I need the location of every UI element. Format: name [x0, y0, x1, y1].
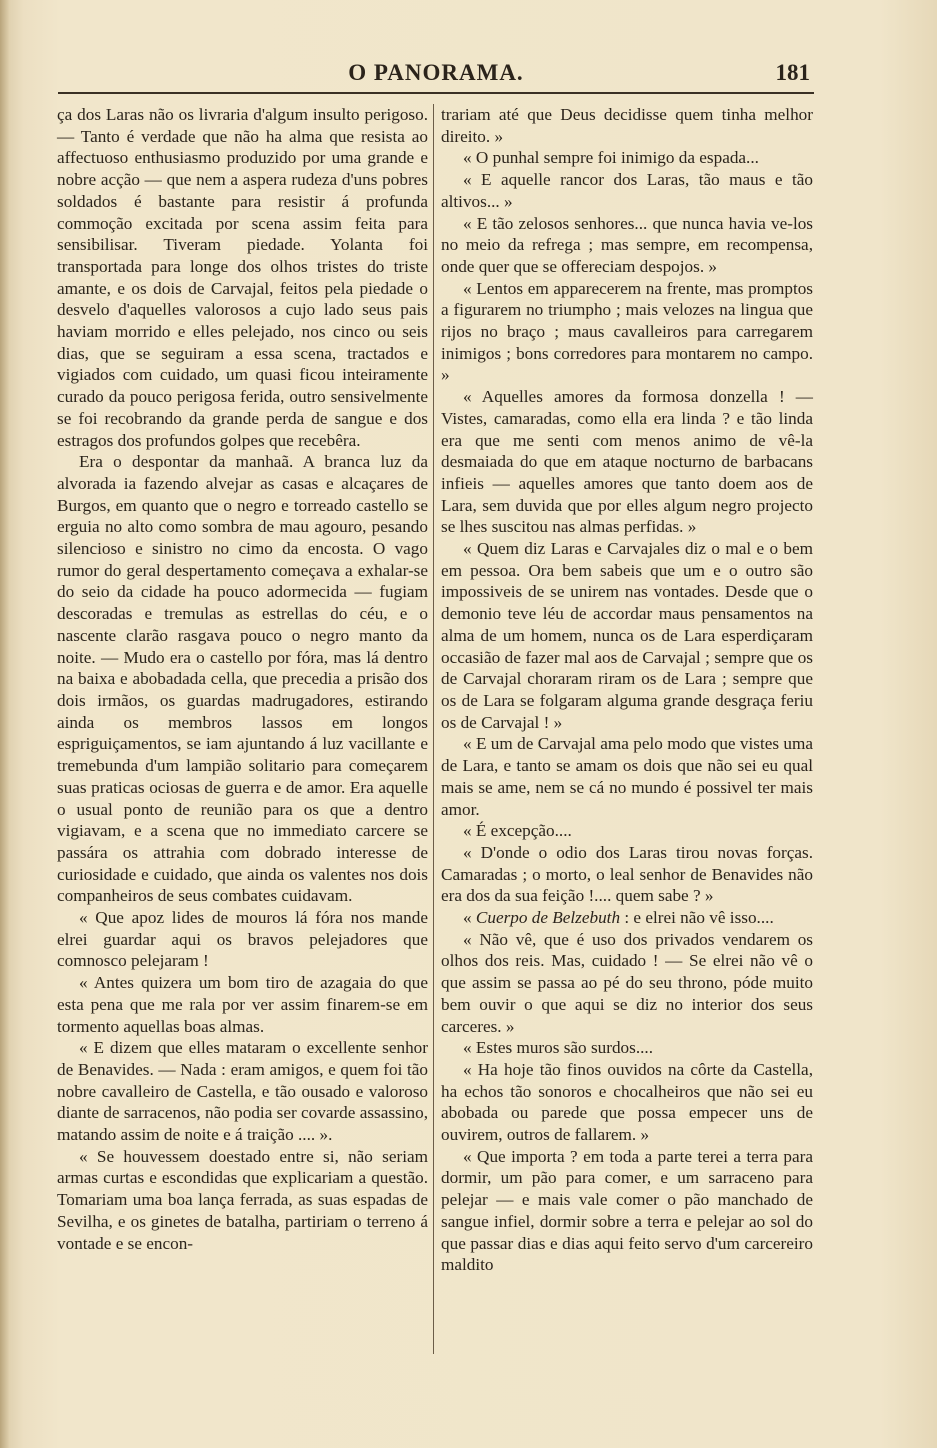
paragraph: « E aquelle rancor dos Laras, tão maus e tão altivos... »	[441, 170, 813, 211]
paragraph: « Não vê, que é uso dos privados vendarem os olhos dos reis. Mas, cuidado ! — Se elrei não vê o que assim se passa ao pé do seu throno, póde muito bem ouvir o que aqui se diz no interior dos seus carceres. »	[441, 929, 813, 1036]
column-divider	[433, 104, 434, 1354]
paragraph-rest: : e elrei não vê isso....	[620, 908, 774, 928]
paragraph: Era o despontar da manhaã. A branca luz da alvorada ia fazendo alvejar as casas e alcaçares de Burgos, em quanto que o negro e torreado castello se erguia no alto como sombra de mau agouro, pesando silencioso e sinistro no cimo da encosta. O vago rumor do geral despertamento começava a exhalar-se do seio da cidade ha pouco adormecida — fugiam descoradas e tremulas as estrellas do céu, e o nascente clarão rasgava pouco o negro manto da noite. — Mudo era o castello por fóra, mas lá dentro na baixa e abobadada cella, que precedia a prisão dos dois irmãos, os guardas madrugadores, estirando ainda os membros lassos em longos espriguiçamentos, se iam ajuntando á luz vacillante e tremebunda d'um lampião solitario para começarem suas praticas ociosas de guerra e de amor. Era aquelle o usual ponto de reunião para os que a dentro vigiavam, e a scena que no immediato carcere se passára os attrahia com dobrado interesse de curiosidade e cuidado, que ainda os valentes nos dois companheiros de seus combates cuidavam.	[57, 452, 428, 906]
paragraph: « Que apoz lides de mouros lá fóra nos mande elrei guardar aqui os bravos pelejadores que comnosco pelejaram !	[57, 908, 428, 971]
paragraph: « Estes muros são surdos....	[463, 1038, 654, 1058]
paragraph: « O punhal sempre foi inimigo da espada...	[463, 148, 759, 168]
paragraph: « Cuerpo de Belzebuth : e elrei não vê isso....	[463, 908, 774, 928]
paragraph: « Quem diz Laras e Carvajales diz o mal e o bem em pessoa. Ora bem sabeis que um e o outro são impossiveis de se unirem nas vontades. Desde que o demonio teve léu de accordar maus pensamentos na alma de um homem, nunca os de Lara esperdiçaram occasião de fazer mal aos de Carvajal ; sempre que os de Carvajal choraram riram os de Lara ; sempre que os de Lara se folgaram alguma grande desgraça feriu os de Carvajal ! »	[441, 539, 813, 732]
journal-title: O PANORAMA.	[348, 60, 524, 85]
paragraph: « Ha hoje tão finos ouvidos na côrte da Castella, ha echos tão sonoros e chocalheiros que não sei eu abobada ou parede que possa empecer uns de ouvirem, outros de fallarem. »	[441, 1059, 813, 1145]
paragraph: « D'onde o odio dos Laras tirou novas forças. Camaradas ; o morto, o leal senhor de Benavides não era dos da sua feição !.... quem sabe ? »	[441, 842, 813, 906]
paragraph: « Aquelles amores da formosa donzella ! — Vistes, camaradas, como ella era linda ? e tão linda era que me senti com menos animo de vê-la desmaiada do que em ataque nocturno de barbacans infieis — aquelles amores que tanto doem aos de Lara, sem duvida que por elles algum negro projecto se lhes suscitou nas almas perfidas. »	[441, 387, 813, 537]
paragraph: « Que importa ? em toda a parte terei a terra para dormir, um pão para comer, e um sarraceno para pelejar — e mais vale comer o pão manchado de sangue infiel, dormir sobre a terra e pelejar ao sol do que passar dias e dias aqui feito servo d'um carcereiro maldito	[441, 1146, 813, 1275]
page-header	[58, 58, 814, 92]
paragraph: « E tão zelosos senhores... que nunca havia ve-los no meio da refrega ; mas sempre, em recompensa, onde quer que se offereciam despojos. »	[441, 213, 813, 276]
paragraph: « E dizem que elles mataram o excellente senhor de Benavides. — Nada : eram amigos, e quem foi tão nobre cavalleiro de Castella, e tão ousado e valoroso diante de sarracenos, não podia ser covarde assassino, matando assim de noite e á traição .... ».	[57, 1038, 428, 1145]
left-column	[57, 104, 428, 1254]
paragraph: ça dos Laras não os livraria d'algum insulto perigoso. — Tanto é verdade que não ha alma que resista ao affectuoso enthusiasmo produzido por uma grande e nobre acção — que nem a aspera rudeza d'uns pobres soldados é bastante para resistir á profunda commoção excitada por scena assim feita para sensibilisar. Tiveram piedade. Yolanta foi transportada para longe dos olhos tristes do triste amante, e os dois de Carvajal, feitos pela piedade o desvelo d'aquelles valorosos a cujo lado seus pais haviam morrido e elles pelejado, nos cinco ou seis dias, que se seguiram a essa scena, tractados e vigiados com cuidado, um quasi ficou inteiramente curado da pouco perigosa ferida, outro sensivelmente se foi recobrando da grande perda de sangue e dos estragos dos profundos golpes que recebêra.	[57, 105, 428, 450]
italic-phrase: Cuerpo de Belzebuth	[475, 908, 621, 928]
page-binding-edge	[0, 0, 10, 1448]
right-column	[441, 104, 813, 1276]
header-rule	[58, 92, 814, 94]
paragraph: « Se houvessem doestado entre si, não seriam armas curtas e escondidas que explicariam a questão. Tomariam uma boa lança ferrada, as suas espadas de Sevilha, e os ginetes de batalha, partiriam o terreno á vontade e se encon-	[57, 1146, 428, 1253]
paragraph: trariam até que Deus decidisse quem tinha melhor direito. »	[441, 105, 813, 146]
paragraph: « É excepção....	[463, 821, 572, 841]
paragraph: « Lentos em apparecerem na frente, mas promptos a figurarem no triumpho ; mais velozes na lingua que rijos no braço ; maus cavalleiros para carregarem inimigos ; bons corredores para montarem no campo. »	[441, 278, 813, 385]
paragraph: « E um de Carvajal ama pelo modo que vistes uma de Lara, e tanto se amam os dois que não sei eu qual mais se ame, nem se cá no mundo é possivel ter mais amor.	[441, 734, 813, 819]
page-number: 181	[775, 60, 810, 85]
paragraph: « Antes quizera um bom tiro de azagaia do que esta pena que me rala por ver assim finarem-se em tormento aquellas boas almas.	[57, 973, 428, 1036]
